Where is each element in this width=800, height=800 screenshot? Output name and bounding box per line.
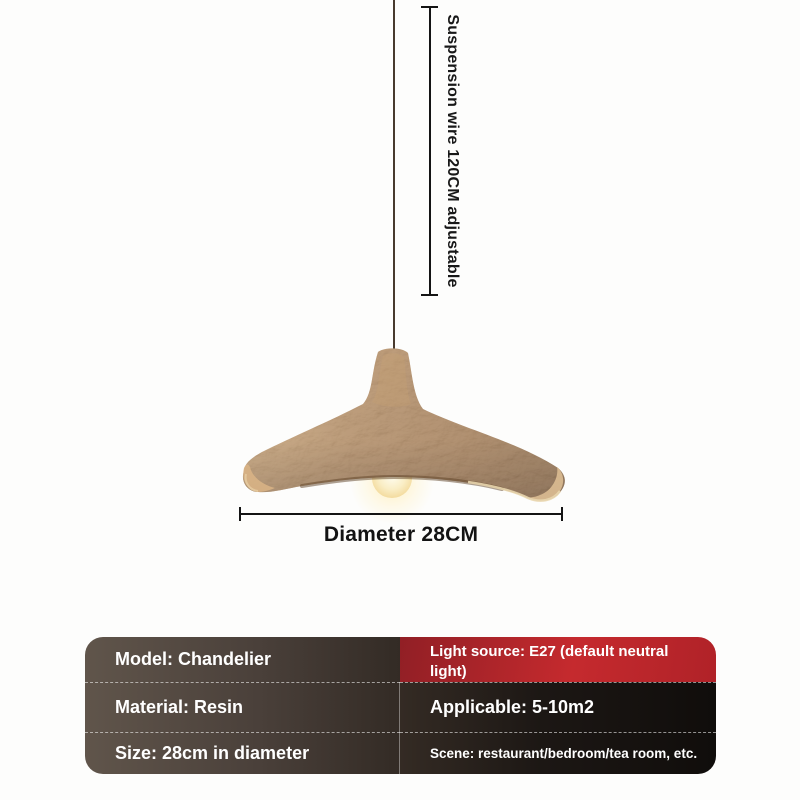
spec-cell-model — [85, 637, 400, 682]
spec-size-text: Size: 28cm in diameter — [115, 743, 310, 763]
diameter-label: Diameter 28CM — [323, 523, 479, 546]
spec-table — [85, 637, 716, 774]
spec-table-column-divider — [399, 682, 400, 774]
spec-applicable-text: Applicable: 5-10m2 — [430, 697, 595, 717]
spec-scene-text: Scene: restaurant/bedroom/tea room, etc. — [430, 746, 698, 761]
spec-material-text: Material: Resin — [115, 697, 244, 717]
diameter-measure-line — [240, 513, 562, 515]
spec-light-source-text: Light source: E27 (default neutral light) — [430, 643, 669, 680]
spec-cell-light-source — [400, 637, 716, 682]
spec-cell-scene — [400, 732, 716, 774]
suspension-measure-cap-top — [421, 6, 438, 8]
suspension-measure-cap-bottom — [421, 294, 438, 296]
diameter-measure-cap-right — [561, 507, 563, 521]
suspension-measure-line — [429, 7, 431, 296]
diameter-measure-cap-left — [239, 507, 241, 521]
suspension-wire-label: Suspension wire 120CM adjustable — [444, 14, 461, 288]
spec-model-text: Model: Chandelier — [115, 649, 272, 669]
spec-cell-size — [85, 732, 400, 774]
spec-cell-material — [85, 682, 400, 732]
spec-cell-applicable — [400, 682, 716, 732]
